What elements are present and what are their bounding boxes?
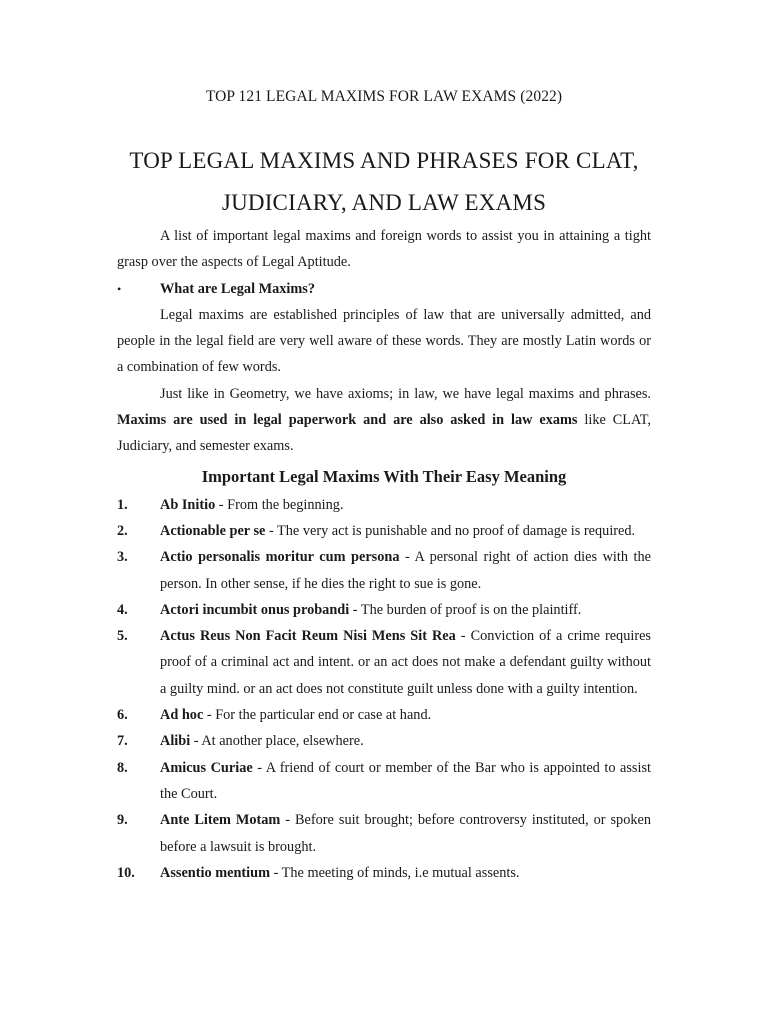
maxims-list — [117, 492, 651, 886]
intro-paragraph: A list of important legal maxims and foreign words to assist you in attaining a tight grasp over the aspects of Legal Aptitude. — [117, 228, 651, 271]
document-top-title: TOP 121 LEGAL MAXIMS FOR LAW EXAMS (2022) — [205, 88, 563, 105]
list-item-number: 1. — [117, 496, 128, 513]
main-title-line-1: TOP LEGAL MAXIMS AND PHRASES FOR CLAT, — [129, 148, 639, 173]
maxim-term: Actio personalis moritur cum persona — [160, 549, 400, 566]
usage-paragraph — [117, 381, 651, 460]
list-item — [117, 860, 651, 886]
maxim-term: Actus Reus Non Facit Reum Nisi Mens Sit Rea — [160, 628, 456, 645]
maxim-term: Actionable per se — [160, 522, 266, 539]
maxim-meaning: - The meeting of minds, i.e mutual assents. — [270, 864, 520, 881]
list-item — [117, 544, 651, 597]
list-item — [117, 755, 651, 808]
list-item-number: 9. — [117, 812, 128, 829]
list-item — [117, 518, 651, 544]
maxim-meaning: - From the beginning. — [215, 496, 344, 513]
list-item-body — [160, 518, 651, 544]
maxim-term: Alibi — [160, 733, 191, 750]
bullet-what-are-legal-maxims — [117, 276, 651, 302]
list-item-number: 2. — [117, 522, 128, 539]
list-item — [117, 597, 651, 623]
maxim-meaning: - Before suit brought; before controversy instituted, or spoken before a lawsuit is brought. — [160, 812, 651, 855]
maxim-term: Assentio mentium — [160, 864, 271, 881]
list-item-body — [160, 728, 651, 754]
document-body — [117, 223, 651, 886]
usage-bold-text: Maxims are used in legal paperwork and are also asked in law exams — [117, 412, 578, 429]
list-item-number: 10. — [117, 864, 135, 881]
list-item — [117, 702, 651, 728]
list-item — [117, 492, 651, 518]
list-item-body — [160, 544, 651, 597]
geometry-sentence: Just like in Geometry, we have axioms; in law, we have legal maxims and phrases. — [160, 385, 651, 402]
list-item — [117, 728, 651, 754]
maxim-term: Ab Initio — [160, 496, 216, 513]
definition-paragraph: Legal maxims are established principles of law that are universally admitted, and people in the legal field are very well aware of these words. They are mostly Latin words or a combination of few words. — [117, 306, 651, 376]
maxim-term: Actori incumbit onus probandi — [160, 601, 350, 618]
main-title-line-2: JUDICIARY, AND LAW EXAMS — [221, 190, 547, 215]
maxim-meaning: - The burden of proof is on the plaintiff. — [349, 601, 582, 618]
list-item-number: 6. — [117, 707, 128, 724]
section-heading: Important Legal Maxims With Their Easy Meaning — [201, 466, 567, 486]
maxim-meaning: - The very act is punishable and no proof of damage is required. — [265, 522, 636, 539]
list-item-number: 7. — [117, 733, 128, 750]
list-item-body — [160, 597, 651, 623]
bullet-icon: • — [117, 281, 122, 296]
list-item-body — [160, 623, 651, 702]
list-item-body — [160, 702, 651, 728]
list-item-body — [160, 492, 651, 518]
list-item — [117, 807, 651, 860]
maxim-meaning: - A personal right of action dies with the person. In other sense, if he dies the right to sue is gone. — [160, 549, 651, 592]
list-item-body — [160, 755, 651, 808]
maxim-term: Amicus Curiae — [160, 759, 253, 776]
maxim-meaning: - At another place, elsewhere. — [190, 733, 364, 750]
main-title — [0, 140, 768, 224]
list-item — [117, 623, 651, 702]
maxim-meaning: - Conviction of a crime requires proof of a criminal act and intent. or an act does not make a defendant guilty without a guilty mind. or an act does not constitute guilt unless done with a guilty intention. — [160, 628, 651, 697]
list-item-number: 8. — [117, 759, 128, 776]
list-item-body — [160, 860, 651, 886]
maxim-term: Ante Litem Motam — [160, 812, 281, 829]
maxim-term: Ad hoc — [160, 707, 204, 724]
list-item-number: 3. — [117, 549, 128, 566]
list-item-number: 4. — [117, 601, 128, 618]
list-item-number: 5. — [117, 628, 128, 645]
usage-rest-text: like CLAT, Judiciary, and semester exams. — [117, 412, 651, 455]
bullet-heading: What are Legal Maxims? — [160, 280, 315, 297]
maxim-meaning: - A friend of court or member of the Bar who is appointed to assist the Court. — [160, 759, 651, 802]
list-item-body — [160, 807, 651, 860]
maxim-meaning: - For the particular end or case at hand. — [203, 707, 432, 724]
